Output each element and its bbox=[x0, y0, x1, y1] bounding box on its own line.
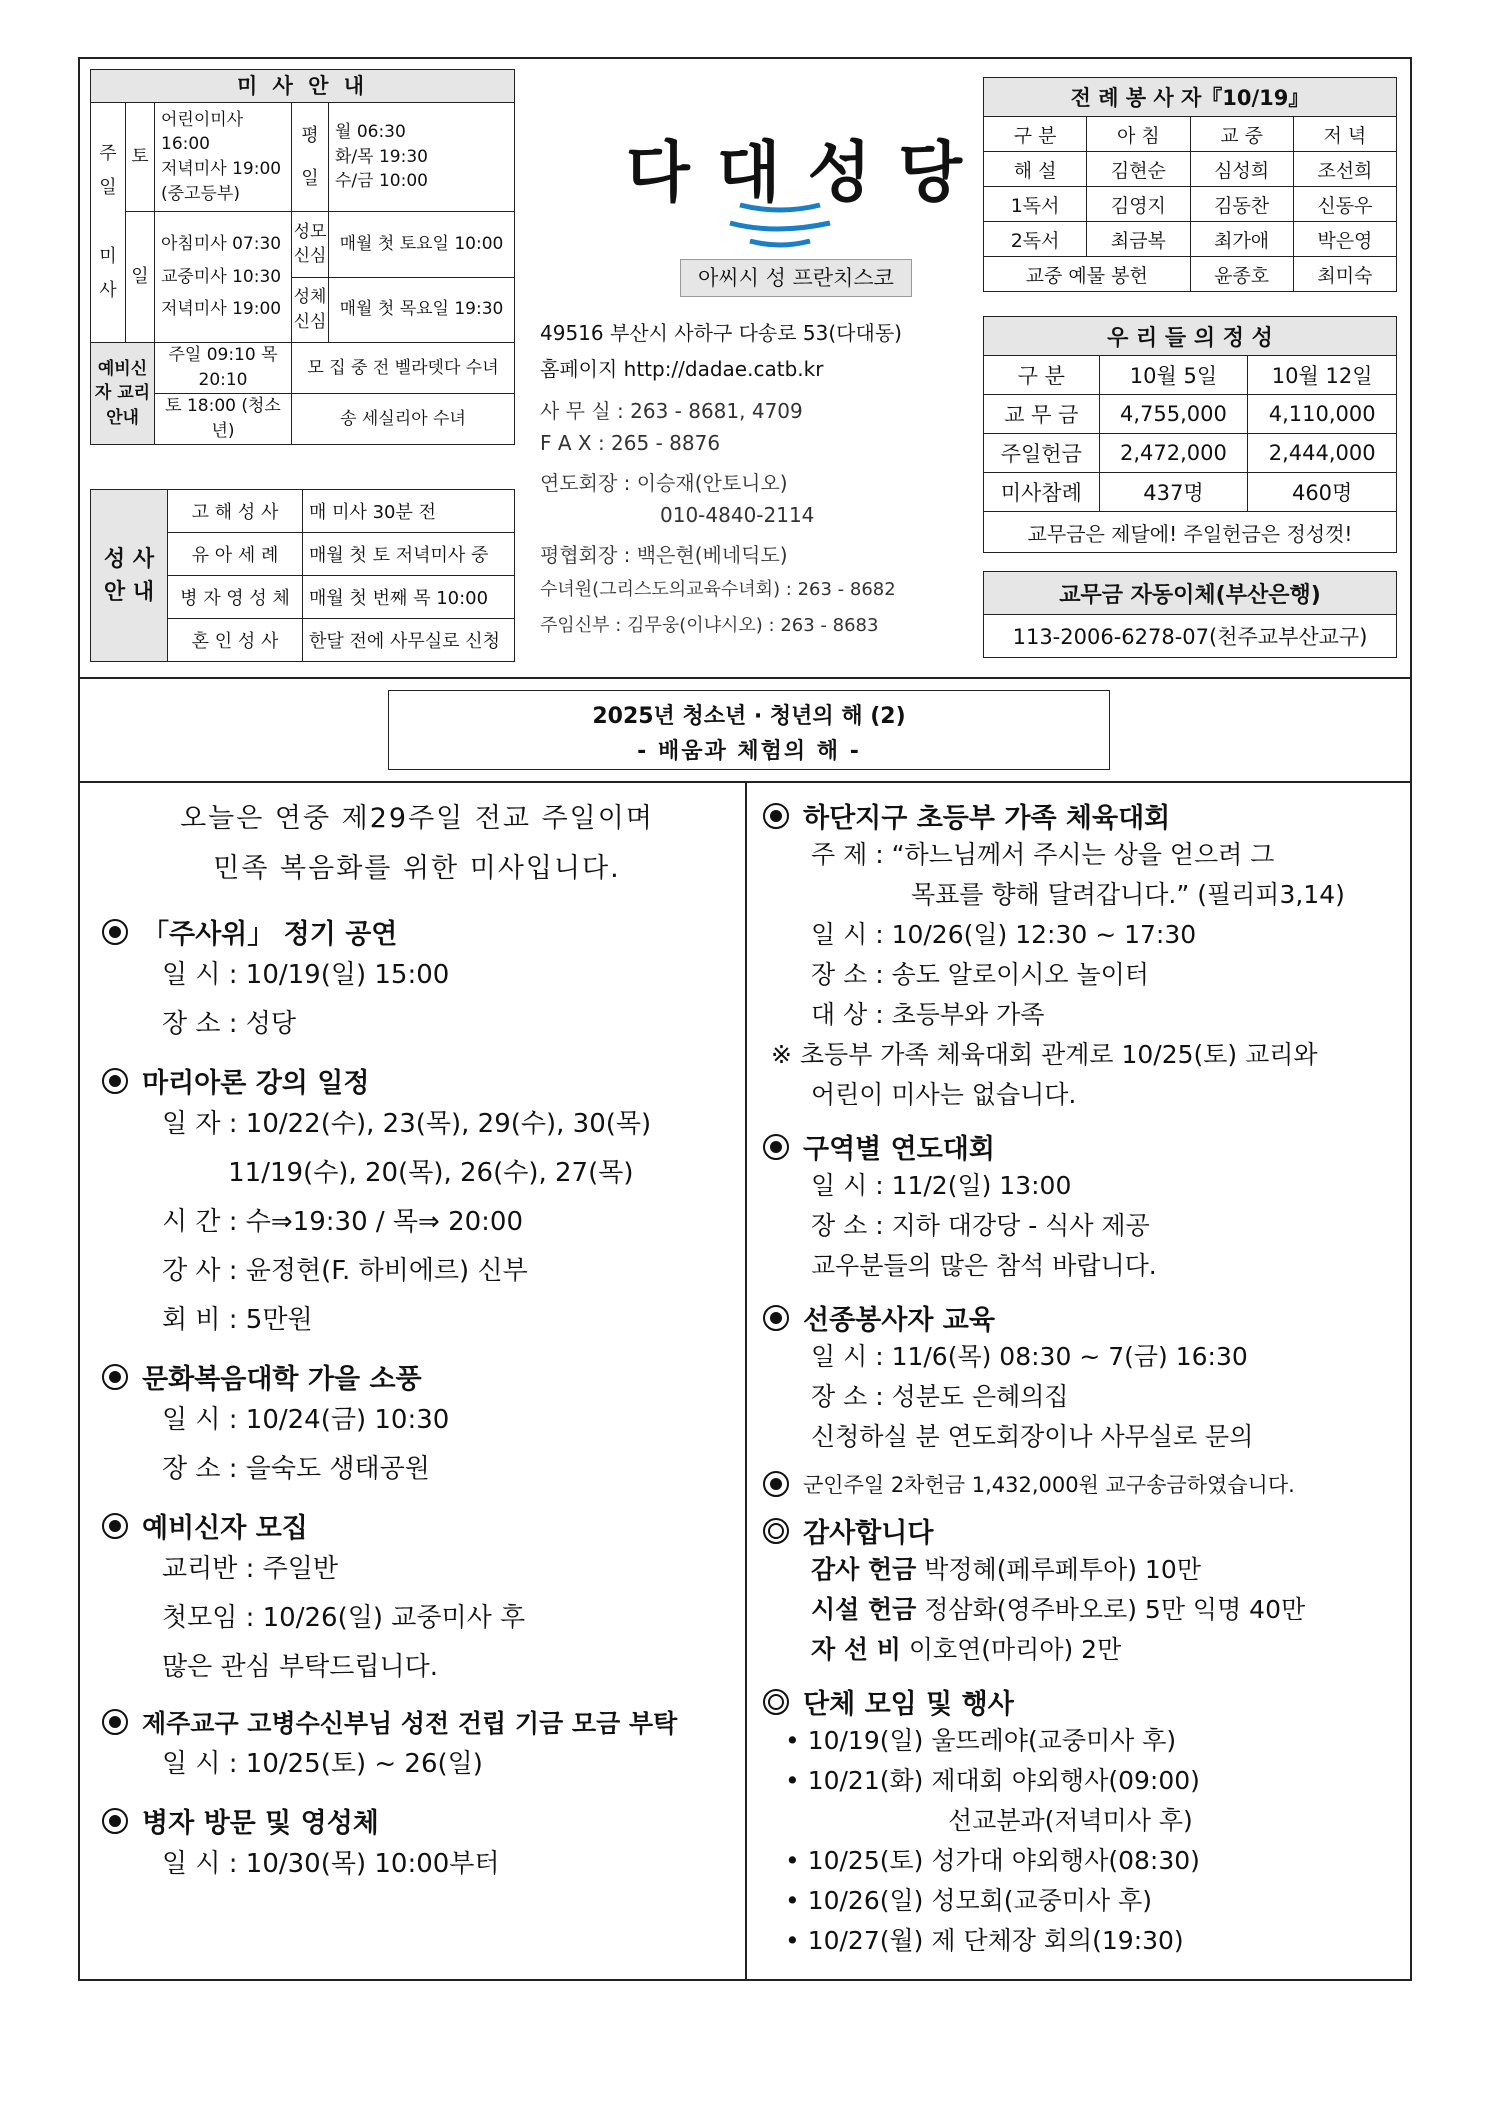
banner-line-1: 2025년 청소년 · 청년의 해 (2) bbox=[592, 704, 906, 729]
transfer-account: 113-2006-6278-07(천주교부산교구) bbox=[984, 615, 1397, 658]
offering-value: 4,755,000 bbox=[1099, 395, 1248, 434]
section-line: 장 소 : 을숙도 생태공원 bbox=[162, 1454, 430, 1484]
section-line: 신청하실 분 연도회장이나 사무실로 문의 bbox=[811, 1422, 1254, 1451]
theme-banner bbox=[388, 690, 1110, 770]
server-name: 최미숙 bbox=[1293, 257, 1396, 292]
server-name: 심성희 bbox=[1190, 152, 1293, 187]
server-name: 조선희 bbox=[1293, 152, 1396, 187]
servers-header: 교 중 bbox=[1190, 117, 1293, 152]
church-address: 49516 부산시 사하구 다송로 53(다대동) bbox=[540, 321, 902, 345]
saturday-masses: 어린이미사 16:00 저녁미사 19:00 (중고등부) bbox=[155, 103, 292, 212]
contact-line: 평협회장 : 백은현(베네딕도) bbox=[540, 543, 788, 567]
weekday-masses: 월 06:30 화/목 19:30 수/금 10:00 bbox=[329, 103, 515, 212]
thanks-line: 감사 헌금 박정혜(페루페투아) 10만 bbox=[811, 1555, 1201, 1584]
server-name: 신동우 bbox=[1293, 187, 1396, 222]
section-line: 장 소 : 성당 bbox=[162, 1009, 297, 1039]
section-title: 단체 모임 및 행사 bbox=[803, 1689, 1014, 1720]
right-column bbox=[763, 796, 1403, 1961]
server-role: 교중 예물 봉헌 bbox=[984, 257, 1191, 292]
sacrament-name: 혼 인 성 사 bbox=[168, 619, 303, 662]
bullet-icon bbox=[102, 1808, 128, 1834]
double-circle-icon bbox=[763, 1689, 789, 1715]
intro-line: 오늘은 연중 제29주일 전교 주일이며 bbox=[180, 803, 654, 834]
event-line: • 10/25(토) 성가대 야외행사(08:30) bbox=[785, 1846, 1200, 1875]
server-name: 최금복 bbox=[1087, 222, 1190, 257]
section-line: 11/19(수), 20(목), 26(수), 27(목) bbox=[162, 1158, 634, 1188]
contact-line: F A X : 265 - 8876 bbox=[540, 431, 721, 455]
offering-header: 구 분 bbox=[984, 356, 1100, 395]
section-line: 첫모임 : 10/26(일) 교중미사 후 bbox=[162, 1603, 526, 1633]
section-line: 강 사 : 윤정현(F. 하비에르) 신부 bbox=[162, 1256, 528, 1286]
section-line: 많은 관심 부탁드립니다. bbox=[162, 1652, 438, 1682]
patron-saint: 아씨시 성 프란치스코 bbox=[680, 259, 912, 297]
server-name: 김동찬 bbox=[1190, 187, 1293, 222]
section-title: 문화복음대학 가을 소풍 bbox=[142, 1364, 422, 1395]
catechumen-teacher-2: 송 세실리아 수녀 bbox=[292, 394, 515, 445]
contact-line: 사 무 실 : 263 - 8681, 4709 bbox=[540, 399, 803, 423]
sacrament-desc: 매월 첫 토 저녁미사 중 bbox=[303, 533, 515, 576]
section-line: 일 자 : 10/22(수), 23(목), 29(수), 30(목) bbox=[162, 1109, 652, 1139]
catechumen-times-2: 토 18:00 (청소년) bbox=[155, 394, 292, 445]
section-note: 어린이 미사는 없습니다. bbox=[811, 1080, 1077, 1109]
catechumen-times-1: 주일 09:10 목 20:10 bbox=[155, 343, 292, 394]
heart-label: 성체 신심 bbox=[292, 277, 329, 342]
bullet-icon bbox=[102, 919, 128, 945]
offering-header: 10월 5일 bbox=[1099, 356, 1248, 395]
sunday-day-label: 일 bbox=[126, 212, 155, 343]
section-line: 대 상 : 초등부와 가족 bbox=[811, 1000, 1045, 1029]
double-circle-icon bbox=[763, 1518, 789, 1544]
notice-section bbox=[763, 1469, 1403, 1499]
bullet-icon bbox=[763, 1305, 789, 1331]
section-title: 예비신자 모집 bbox=[142, 1513, 308, 1544]
section-line: 일 시 : 10/25(토) ~ 26(일) bbox=[162, 1749, 483, 1779]
sunday-masses: 아침미사 07:30 교중미사 10:30 저녁미사 19:00 bbox=[155, 212, 292, 343]
section-title: 구역별 연도대회 bbox=[803, 1134, 995, 1165]
section-line: 일 시 : 10/30(목) 10:00부터 bbox=[162, 1849, 500, 1879]
server-name: 윤종호 bbox=[1190, 257, 1293, 292]
bullet-icon bbox=[763, 803, 789, 829]
event-line: • 10/21(화) 제대회 야외행사(09:00) bbox=[785, 1766, 1200, 1795]
event-line: • 10/19(일) 울뜨레야(교중미사 후) bbox=[785, 1726, 1177, 1755]
notice-section bbox=[102, 1704, 732, 1789]
section-line: 장 소 : 지하 대강당 - 식사 제공 bbox=[811, 1211, 1150, 1240]
offering-table bbox=[983, 316, 1397, 553]
notice-section bbox=[102, 1801, 732, 1889]
column-divider bbox=[745, 781, 747, 1981]
offering-value: 2,472,000 bbox=[1099, 434, 1248, 473]
server-name: 최가애 bbox=[1190, 222, 1293, 257]
contact-line: 수녀원(그리스도의교육수녀회) : 263 - 8682 bbox=[540, 579, 896, 600]
bullet-icon bbox=[102, 1068, 128, 1094]
section-title: 선종봉사자 교육 bbox=[803, 1305, 995, 1336]
heart-time: 매월 첫 목요일 19:30 bbox=[339, 299, 504, 320]
offering-row-label: 주일헌금 bbox=[984, 434, 1100, 473]
holy-hour-label: 성모 신심 bbox=[292, 212, 329, 277]
section-line: 일 시 : 10/24(금) 10:30 bbox=[162, 1405, 450, 1435]
server-name: 박은영 bbox=[1293, 222, 1396, 257]
notice-section bbox=[102, 1061, 732, 1345]
offering-title: 우 리 들 의 정 성 bbox=[984, 317, 1397, 356]
section-line: 교리반 : 주일반 bbox=[162, 1554, 338, 1584]
bullet-icon bbox=[102, 1364, 128, 1390]
event-line: • 10/26(일) 성모회(교중미사 후) bbox=[785, 1886, 1152, 1915]
section-line: 장 소 : 송도 알로이시오 놀이터 bbox=[811, 960, 1149, 989]
section-line: 일 시 : 11/6(목) 08:30 ~ 7(금) 16:30 bbox=[811, 1342, 1248, 1371]
sacrament-name: 고 해 성 사 bbox=[168, 490, 303, 533]
section-line: 일 시 : 11/2(일) 13:00 bbox=[811, 1171, 1072, 1200]
bulletin-frame bbox=[78, 57, 1412, 1981]
section-line: 일 시 : 10/19(일) 15:00 bbox=[162, 960, 450, 990]
devotion-cell bbox=[292, 212, 515, 343]
servers-header: 구 분 bbox=[984, 117, 1087, 152]
offering-value: 437명 bbox=[1099, 473, 1248, 512]
notice-section bbox=[763, 1511, 1403, 1670]
notice-section bbox=[763, 796, 1403, 1115]
notice-section bbox=[763, 1682, 1403, 1961]
offering-note: 교무금은 제달에! 주일헌금은 정성껏! bbox=[984, 512, 1397, 553]
weekday-label: 평 일 bbox=[292, 103, 329, 212]
offering-value: 460명 bbox=[1248, 473, 1397, 512]
section-line: 목표를 향해 달려갑니다.” (필리피3,14) bbox=[911, 880, 1345, 909]
servers-header: 저 녁 bbox=[1293, 117, 1396, 152]
sacrament-desc: 매월 첫 번째 목 10:00 bbox=[303, 576, 515, 619]
church-name: 다 대 성 당 bbox=[626, 134, 964, 211]
server-role: 해 설 bbox=[984, 152, 1087, 187]
sacraments-table bbox=[90, 489, 515, 662]
church-homepage[interactable]: 홈페이지 http://dadae.catb.kr bbox=[540, 357, 824, 381]
sacrament-desc: 한달 전에 사무실로 신청 bbox=[303, 619, 515, 662]
mass-guide-table bbox=[90, 69, 515, 445]
bullet-icon bbox=[763, 1471, 789, 1497]
sacrament-name: 병 자 영 성 체 bbox=[168, 576, 303, 619]
intro-line: 민족 복음화를 위한 미사입니다. bbox=[213, 853, 621, 884]
server-name: 김영지 bbox=[1087, 187, 1190, 222]
servers-header: 아 침 bbox=[1087, 117, 1190, 152]
server-name: 김현순 bbox=[1087, 152, 1190, 187]
sacrament-desc: 매 미사 30분 전 bbox=[303, 490, 515, 533]
notice-section bbox=[763, 1298, 1403, 1457]
server-role: 2독서 bbox=[984, 222, 1087, 257]
section-title: 병자 방문 및 영성체 bbox=[142, 1808, 379, 1839]
sacraments-label: 성 사 안 내 bbox=[91, 490, 168, 662]
offering-value: 4,110,000 bbox=[1248, 395, 1397, 434]
bullet-icon bbox=[102, 1513, 128, 1539]
notice-section bbox=[763, 1127, 1403, 1286]
transfer-table bbox=[983, 571, 1397, 658]
thanks-line: 시설 헌금 정삼화(영주바오로) 5만 익명 40만 bbox=[811, 1595, 1306, 1624]
catechumen-label: 예비신자 교리안내 bbox=[91, 343, 155, 445]
saturday-label: 토 bbox=[126, 103, 155, 212]
section-title: 제주교구 고병수신부님 성전 건립 기금 모금 부탁 bbox=[142, 1709, 678, 1738]
catechumen-teacher-1: 모 집 중 전 벨라뎃다 수녀 bbox=[292, 343, 515, 394]
section-line: 회 비 : 5만원 bbox=[162, 1305, 313, 1335]
section-line: 일 시 : 10/26(일) 12:30 ~ 17:30 bbox=[811, 920, 1197, 949]
section-note: ※ 초등부 가족 체육대회 관계로 10/25(토) 교리와 bbox=[771, 1040, 1318, 1069]
contact-line: 010-4840-2114 bbox=[660, 503, 815, 527]
section-line: 주 제 : “하느님께서 주시는 상을 얻으려 그 bbox=[811, 840, 1275, 869]
bullet-icon bbox=[102, 1709, 128, 1735]
event-line: 선교분과(저녁미사 후) bbox=[948, 1806, 1193, 1835]
offering-row-label: 미사참례 bbox=[984, 473, 1100, 512]
offering-header: 10월 12일 bbox=[1248, 356, 1397, 395]
church-logo bbox=[570, 119, 1020, 289]
notice-section bbox=[102, 912, 732, 1049]
sunday-label: 주 일 미 사 bbox=[91, 103, 126, 343]
contact-line: 주임신부 : 김무웅(이냐시오) : 263 - 8683 bbox=[540, 615, 879, 636]
mass-guide-title: 미 사 안 내 bbox=[91, 70, 515, 103]
sacrament-name: 유 아 세 례 bbox=[168, 533, 303, 576]
section-text: 군인주일 2차헌금 1,432,000원 교구송금하였습니다. bbox=[803, 1473, 1295, 1497]
section-line: 교우분들의 많은 참석 바랍니다. bbox=[811, 1251, 1157, 1280]
holy-hour-time: 매월 첫 토요일 10:00 bbox=[329, 212, 515, 277]
offering-row-label: 교 무 금 bbox=[984, 395, 1100, 434]
notice-section bbox=[102, 1506, 732, 1692]
divider bbox=[80, 677, 1410, 679]
contact-line: 연도회장 : 이승재(안토니오) bbox=[540, 471, 788, 495]
section-title: 하단지구 초등부 가족 체육대회 bbox=[803, 803, 1171, 834]
server-role: 1독서 bbox=[984, 187, 1087, 222]
bullet-icon bbox=[763, 1134, 789, 1160]
section-title: 마리아론 강의 일정 bbox=[142, 1068, 370, 1099]
banner-line-2: - 배움과 체험의 해 - bbox=[637, 739, 861, 764]
transfer-title: 교무금 자동이체(부산은행) bbox=[984, 572, 1397, 615]
event-line: • 10/27(월) 제 단체장 회의(19:30) bbox=[785, 1926, 1184, 1955]
section-line: 시 간 : 수⇒19:30 / 목⇒ 20:00 bbox=[162, 1207, 523, 1237]
section-line: 장 소 : 성분도 은혜의집 bbox=[811, 1382, 1069, 1411]
servers-title: 전 례 봉 사 자『10/19』 bbox=[984, 78, 1397, 117]
thanks-line: 자 선 비 이호연(마리아) 2만 bbox=[811, 1635, 1122, 1664]
left-column bbox=[102, 794, 732, 1889]
section-title: 감사합니다 bbox=[803, 1518, 934, 1549]
servers-table bbox=[983, 77, 1397, 292]
notice-section bbox=[102, 1357, 732, 1494]
section-title: 「주사위」 정기 공연 bbox=[142, 919, 398, 950]
offering-value: 2,444,000 bbox=[1248, 434, 1397, 473]
